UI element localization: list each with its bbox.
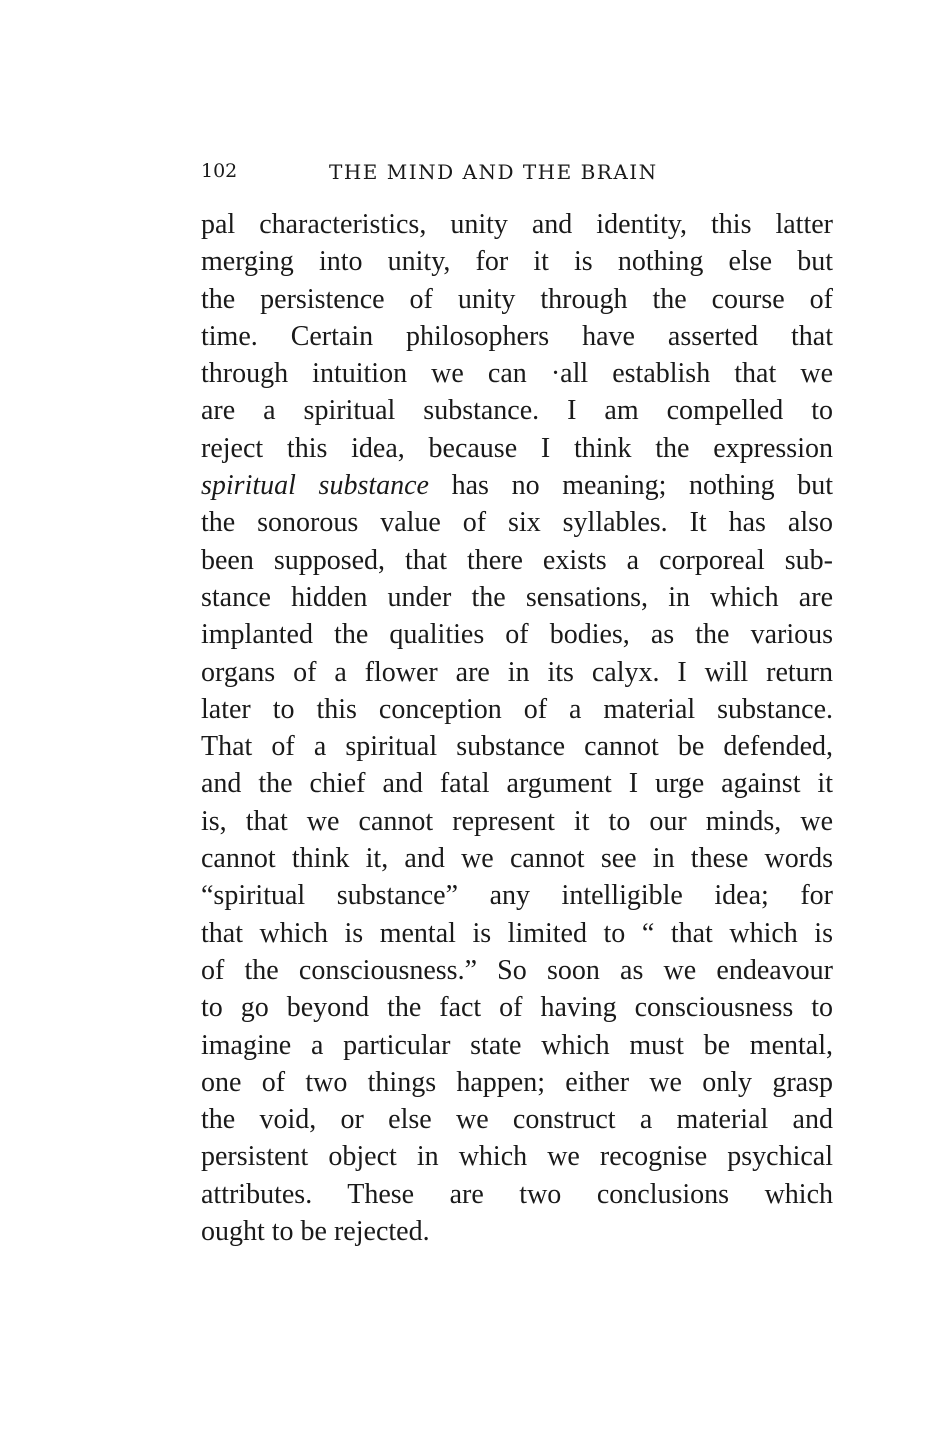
text-line: later to this conception of a material substance. <box>201 693 833 725</box>
text-line: the persistence of unity through the course of <box>201 283 833 315</box>
text-line: is, that we cannot represent it to our minds, we <box>201 805 833 837</box>
text-line-last: ought to be rejected. <box>201 1216 430 1248</box>
text-line: reject this idea, because I think the expression <box>201 432 833 464</box>
text-line: and the chief and fatal argument I urge against it <box>201 768 833 800</box>
text-line: time. Certain philosophers have asserted that <box>201 320 833 352</box>
line-remainder: has no meaning; nothing but <box>428 470 834 502</box>
text-line: organs of a flower are in its calyx. I will return <box>201 656 833 688</box>
italic-phrase: spiritual substance <box>201 470 429 502</box>
text-line: merging into unity, for it is nothing else but <box>201 246 833 278</box>
text-line: that which is mental is limited to “ that which is <box>201 917 833 949</box>
text-line: are a spiritual substance. I am compelled to <box>201 395 833 427</box>
text-line: implanted the qualities of bodies, as the various <box>201 619 833 651</box>
running-title: THE MIND AND THE BRAIN <box>329 160 658 184</box>
text-line: That of a spiritual substance cannot be defended, <box>201 731 833 763</box>
text-line: been supposed, that there exists a corporeal sub- <box>201 544 833 576</box>
text-line: the sonorous value of six syllables. It has also <box>201 507 833 539</box>
text-line: to go beyond the fact of having consciousness to <box>201 992 833 1024</box>
text-line: persistent object in which we recognise psychical <box>201 1141 833 1173</box>
text-line-with-italic <box>201 467 833 504</box>
text-line: cannot think it, and we cannot see in these words <box>201 843 833 875</box>
text-line: through intuition we can ·all establish that we <box>201 358 833 390</box>
text-line: pal characteristics, unity and identity, this latter <box>201 209 833 240</box>
text-line: attributes. These are two conclusions which <box>201 1178 833 1210</box>
page-number: 102 <box>201 160 238 182</box>
text-line: of the consciousness.” So soon as we endeavour <box>201 954 833 986</box>
text-line: stance hidden under the sensations, in which are <box>201 581 833 613</box>
running-head <box>201 160 841 190</box>
body-paragraph <box>201 206 833 1250</box>
text-line: “spiritual substance” any intelligible idea; for <box>201 880 833 912</box>
text-line: one of two things happen; either we only grasp <box>201 1066 833 1098</box>
text-line: the void, or else we construct a material and <box>201 1104 833 1136</box>
text-line: imagine a particular state which must be mental, <box>201 1029 833 1061</box>
